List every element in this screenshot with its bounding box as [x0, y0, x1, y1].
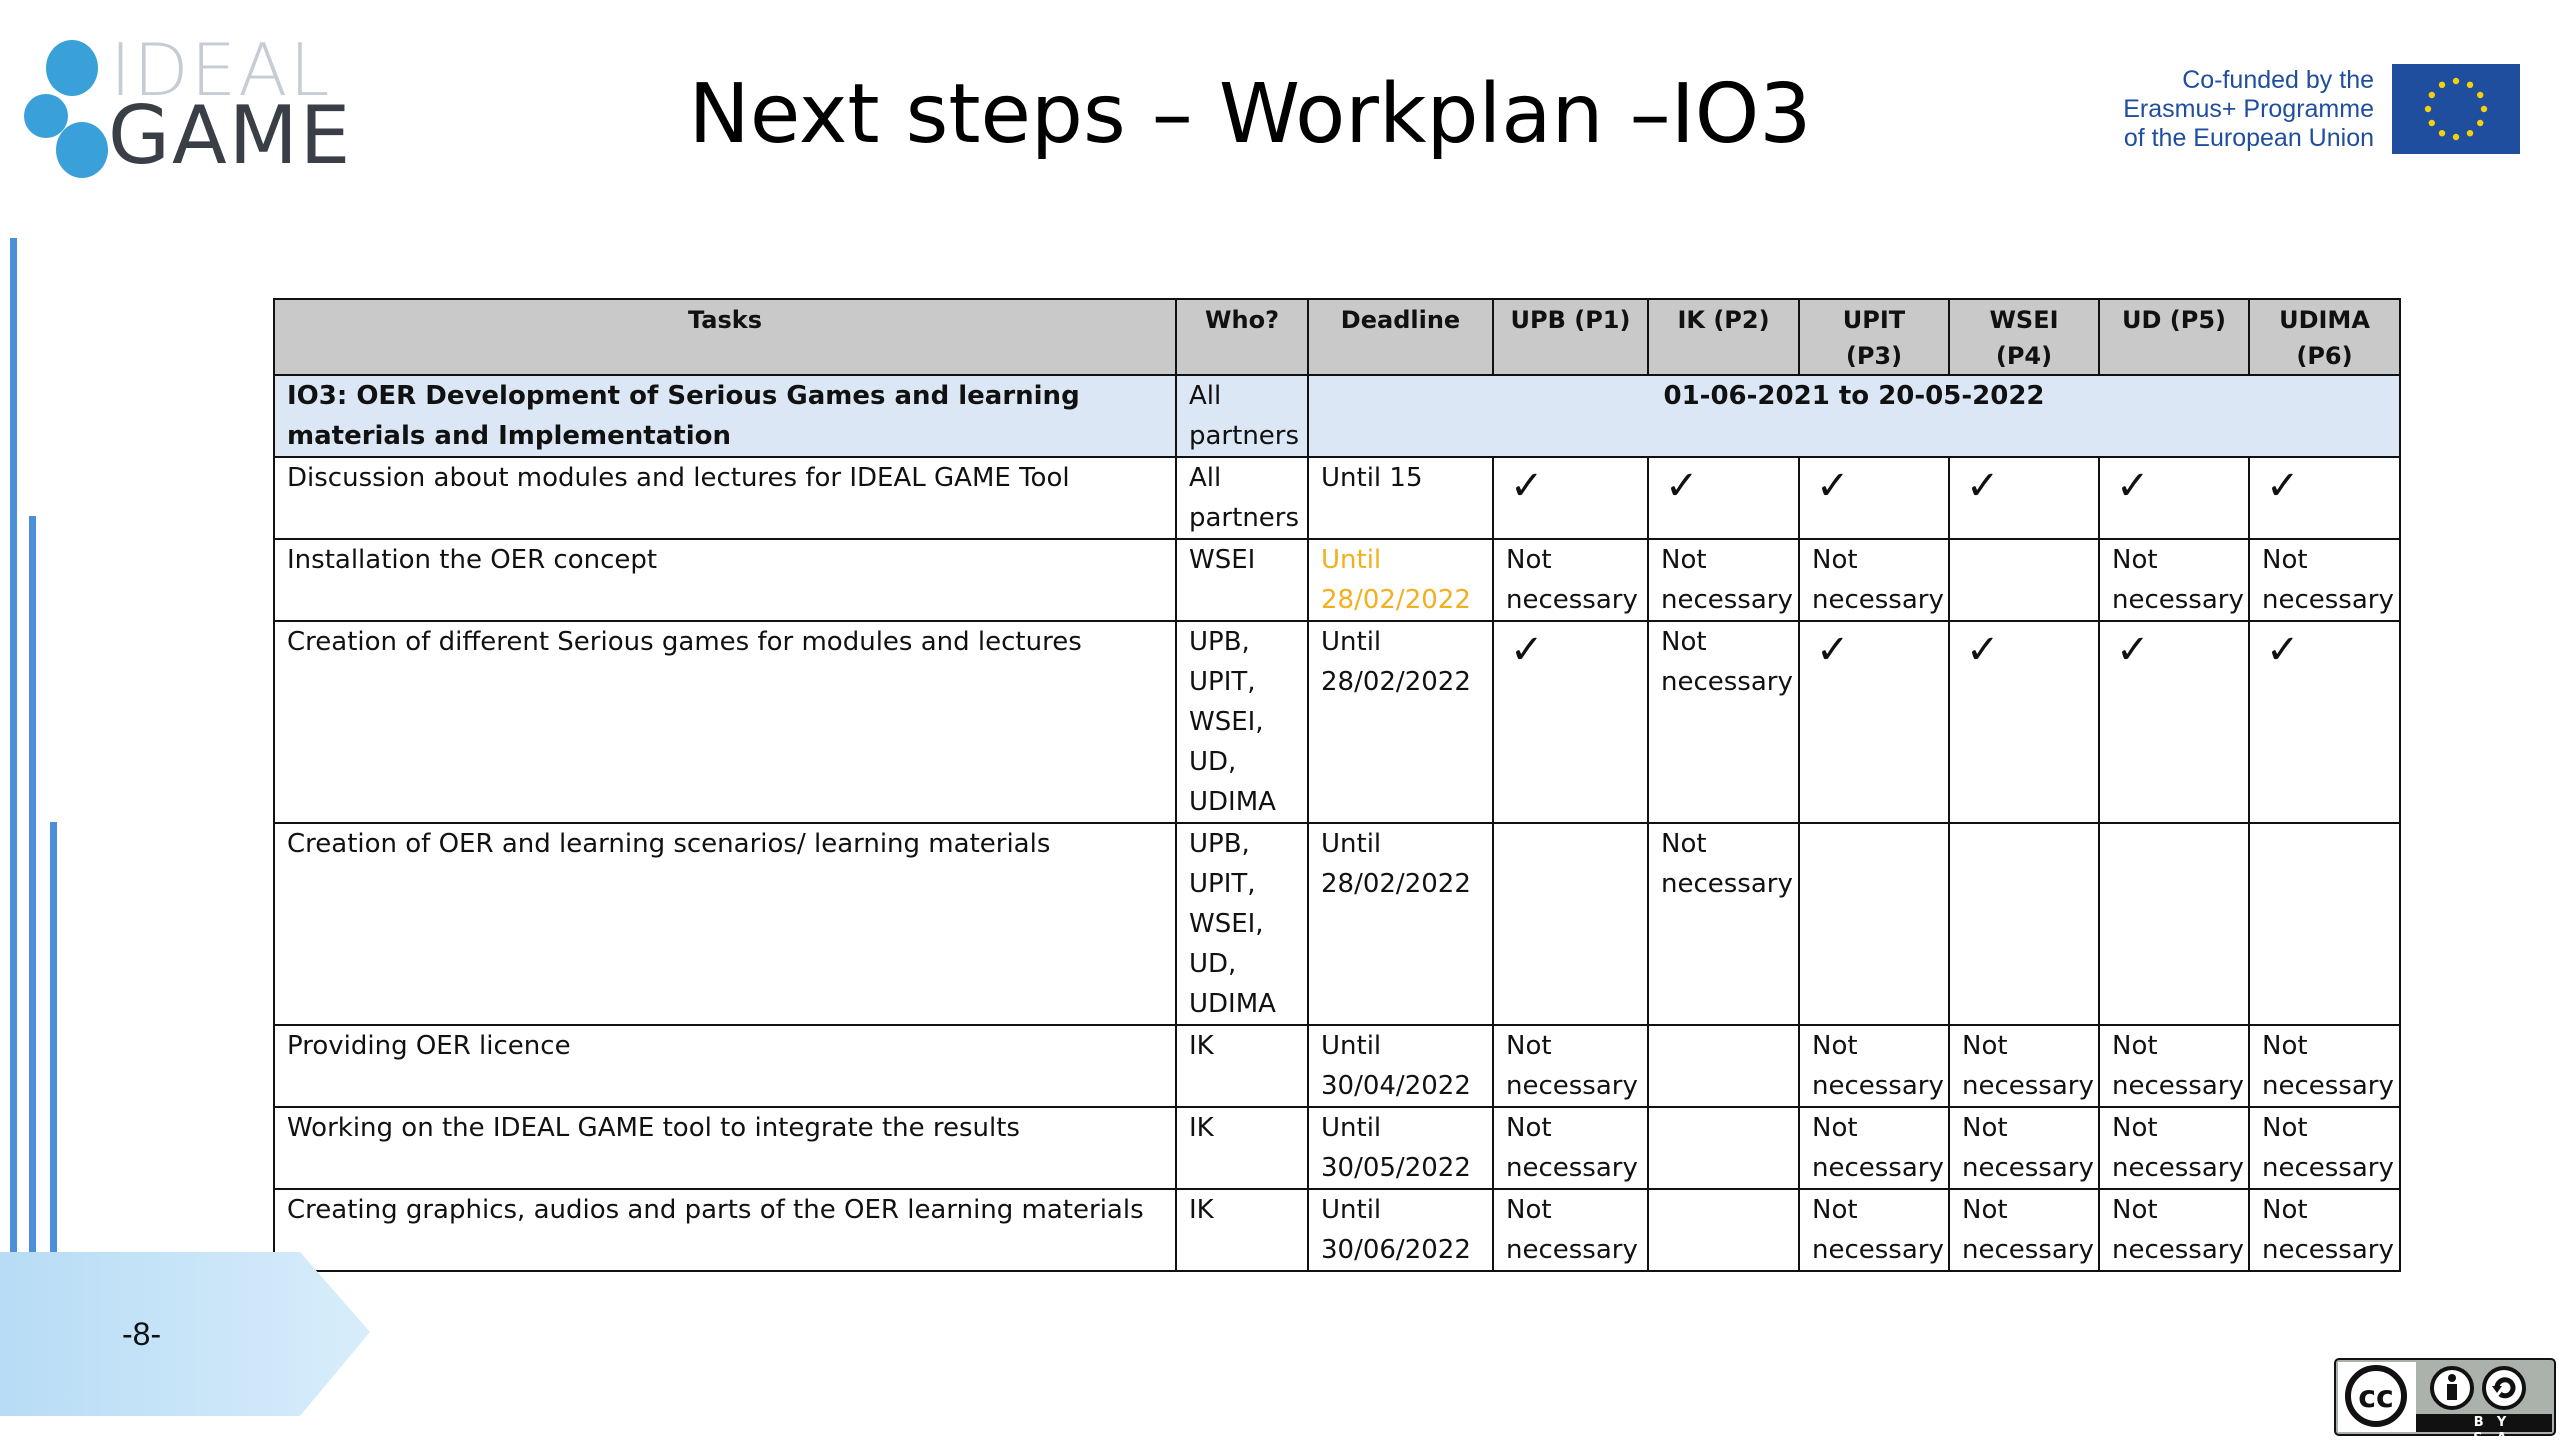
status-cell — [2249, 823, 2400, 1025]
status-cell: Not necessary — [2099, 539, 2249, 621]
task-cell: Working on the IDEAL GAME tool to integrate the results — [274, 1107, 1176, 1189]
who-cell: IK — [1176, 1189, 1308, 1271]
status-cell — [1949, 539, 2099, 621]
check-icon: ✓ — [1799, 457, 1949, 539]
status-cell — [1799, 823, 1949, 1025]
status-cell: Not necessary — [2249, 1107, 2400, 1189]
io3-who: All partners — [1176, 375, 1308, 457]
task-cell: Creation of different Serious games for modules and lectures — [274, 621, 1176, 823]
status-cell: Not necessary — [1949, 1107, 2099, 1189]
io3-summary-row — [274, 375, 2400, 457]
workplan-table — [273, 298, 2401, 1272]
status-cell — [1493, 823, 1648, 1025]
status-cell: Not necessary — [1648, 823, 1799, 1025]
eu-cofunding-text: Co-funded by the Erasmus+ Programme of the European Union — [2123, 66, 2374, 152]
status-cell: Not necessary — [1648, 539, 1799, 621]
task-cell: Creating graphics, audios and parts of the OER learning materials — [274, 1189, 1176, 1271]
table-row — [274, 1107, 2400, 1189]
io3-period: 01-06-2021 to 20-05-2022 — [1308, 375, 2400, 457]
status-cell: Not necessary — [1493, 1107, 1648, 1189]
who-cell: All partners — [1176, 457, 1308, 539]
status-cell: Not necessary — [2099, 1189, 2249, 1271]
status-cell: Not necessary — [2249, 1025, 2400, 1107]
deadline-cell: Until 28/02/2022 — [1308, 621, 1493, 823]
status-cell: Not necessary — [1493, 1189, 1648, 1271]
col-header-deadline: Deadline — [1308, 299, 1493, 375]
status-cell: Not necessary — [1949, 1025, 2099, 1107]
check-icon: ✓ — [1799, 621, 1949, 823]
task-cell: Creation of OER and learning scenarios/ learning materials — [274, 823, 1176, 1025]
check-icon: ✓ — [1493, 457, 1648, 539]
check-icon: ✓ — [1949, 621, 2099, 823]
task-cell: Discussion about modules and lectures for IDEAL GAME Tool — [274, 457, 1176, 539]
decor-line-1 — [10, 238, 17, 1258]
col-header-wsei: WSEI (P4) — [1949, 299, 2099, 375]
logo-text-game: GAME — [108, 89, 353, 182]
col-header-upb: UPB (P1) — [1493, 299, 1648, 375]
check-icon: ✓ — [2099, 457, 2249, 539]
status-cell: Not necessary — [1799, 539, 1949, 621]
status-cell — [1949, 823, 2099, 1025]
status-cell — [1648, 1189, 1799, 1271]
check-icon: ✓ — [1949, 457, 2099, 539]
status-cell: Not necessary — [1799, 1025, 1949, 1107]
status-cell: Not necessary — [1949, 1189, 2099, 1271]
deadline-cell: Until 28/02/2022 — [1308, 823, 1493, 1025]
status-cell — [1648, 1107, 1799, 1189]
table-row — [274, 457, 2400, 539]
page-number: -8- — [122, 1316, 162, 1352]
water-drops-icon — [22, 32, 122, 182]
eu-flag-icon — [2392, 64, 2520, 154]
ideal-game-logo — [22, 30, 362, 190]
cc-by-sa-license-badge — [2334, 1358, 2556, 1446]
status-cell: Not necessary — [2099, 1025, 2249, 1107]
table-row — [274, 823, 2400, 1025]
status-cell — [2099, 823, 2249, 1025]
status-cell: Not necessary — [2249, 1189, 2400, 1271]
col-header-udima: UDIMA (P6) — [2249, 299, 2400, 375]
col-header-ik: IK (P2) — [1648, 299, 1799, 375]
status-cell: Not necessary — [1799, 1107, 1949, 1189]
eu-cofunding-badge — [2100, 64, 2520, 156]
status-cell: Not necessary — [2249, 539, 2400, 621]
who-cell: IK — [1176, 1025, 1308, 1107]
check-icon: ✓ — [2249, 621, 2400, 823]
slide-title: Next steps – Workplan –IO3 — [688, 67, 1812, 162]
status-cell: Not necessary — [1799, 1189, 1949, 1271]
col-header-upit: UPIT (P3) — [1799, 299, 1949, 375]
check-icon: ✓ — [1493, 621, 1648, 823]
table-row — [274, 1189, 2400, 1271]
table-row — [274, 539, 2400, 621]
check-icon: ✓ — [2249, 457, 2400, 539]
table-row — [274, 621, 2400, 823]
deadline-cell: Until 30/06/2022 — [1308, 1189, 1493, 1271]
who-cell: UPB, UPIT, WSEI, UD, UDIMA — [1176, 823, 1308, 1025]
col-header-who: Who? — [1176, 299, 1308, 375]
check-icon: ✓ — [2099, 621, 2249, 823]
who-cell: UPB, UPIT, WSEI, UD, UDIMA — [1176, 621, 1308, 823]
io3-task: IO3: OER Development of Serious Games and learning materials and Implementation — [274, 375, 1176, 457]
table-row — [274, 1025, 2400, 1107]
status-cell — [1648, 1025, 1799, 1107]
status-cell: Not necessary — [1493, 1025, 1648, 1107]
deadline-cell: Until 30/04/2022 — [1308, 1025, 1493, 1107]
status-cell: Not necessary — [2099, 1107, 2249, 1189]
decor-line-3 — [50, 822, 57, 1258]
status-cell: Not necessary — [1493, 539, 1648, 621]
license-label: BY SA — [2473, 1415, 2521, 1446]
logo-text-ideal: IDEAL — [110, 28, 332, 112]
decor-line-2 — [29, 516, 36, 1258]
col-header-ud: UD (P5) — [2099, 299, 2249, 375]
page-number-ribbon — [0, 1252, 370, 1416]
task-cell: Providing OER licence — [274, 1025, 1176, 1107]
table-header-row — [274, 299, 2400, 375]
task-cell: Installation the OER concept — [274, 539, 1176, 621]
deadline-cell-highlighted: Until 28/02/2022 — [1308, 539, 1493, 621]
deadline-cell: Until 30/05/2022 — [1308, 1107, 1493, 1189]
who-cell: WSEI — [1176, 539, 1308, 621]
col-header-tasks: Tasks — [274, 299, 1176, 375]
check-icon: ✓ — [1648, 457, 1799, 539]
svg-text:cc: cc — [2358, 1380, 2394, 1415]
deadline-cell: Until 15 — [1308, 457, 1493, 539]
who-cell: IK — [1176, 1107, 1308, 1189]
status-cell: Not necessary — [1648, 621, 1799, 823]
